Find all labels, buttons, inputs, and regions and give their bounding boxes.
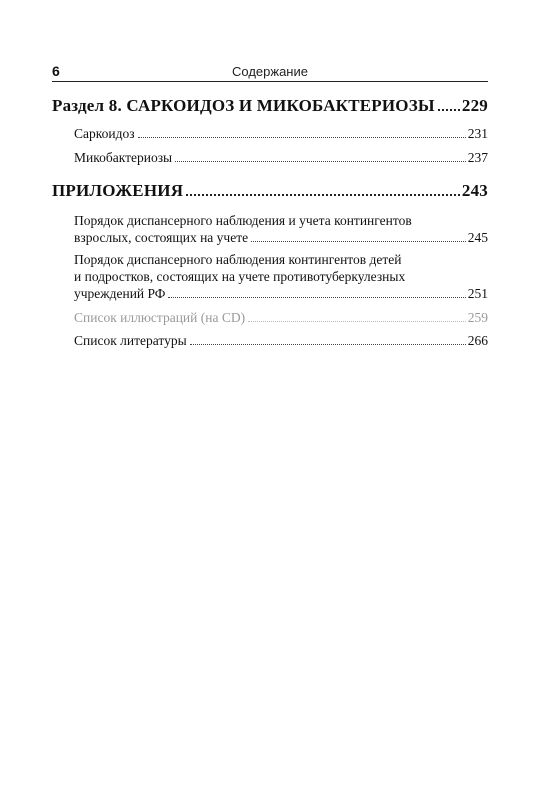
toc-entry-page: 229 xyxy=(461,96,488,115)
toc-entry-appendices xyxy=(52,181,488,201)
toc-entry-title-line: и подростков, состоящих на учете противотуберкулезных xyxy=(74,269,406,284)
page-number: 6 xyxy=(52,63,60,79)
toc-entry-title-line: взрослых, состоящих на учете xyxy=(74,230,249,245)
toc-entry-title: ПРИЛОЖЕНИЯ xyxy=(52,181,184,200)
dot-leader xyxy=(168,297,465,298)
dot-leader xyxy=(248,321,466,322)
dot-leader xyxy=(186,194,460,196)
running-title: Содержание xyxy=(232,64,308,79)
toc-entry-page: 237 xyxy=(467,150,488,165)
page-header xyxy=(52,63,488,82)
toc-entry-adults-observation xyxy=(74,212,488,246)
toc-entry-sarcoidosis xyxy=(74,126,488,142)
toc-entry-page: 259 xyxy=(467,310,488,325)
dot-leader xyxy=(438,109,460,111)
toc-entry-page: 243 xyxy=(461,181,488,200)
toc-entry-title-line: Порядок диспансерного наблюдения контингентов детей xyxy=(74,252,402,267)
toc-entry-section-8 xyxy=(52,96,488,116)
dot-leader xyxy=(190,344,466,345)
toc-entry-title-line: учреждений РФ xyxy=(74,286,166,301)
dot-leader xyxy=(138,137,466,138)
toc-entry-title: Саркоидоз xyxy=(74,126,135,141)
toc-entry-mycobacterioses xyxy=(74,150,488,166)
toc-entry-children-observation xyxy=(74,251,488,302)
dot-leader xyxy=(251,241,466,242)
toc-entry-title: Список иллюстраций (на CD) xyxy=(74,310,246,325)
toc-entry-title: Микобактериозы xyxy=(74,150,173,165)
toc-entry-title: Список литературы xyxy=(74,333,187,348)
toc-entry-illustrations xyxy=(74,310,488,326)
dot-leader xyxy=(175,161,466,162)
toc-entry-title-line: Порядок диспансерного наблюдения и учета контингентов xyxy=(74,213,412,228)
toc-entry-title: Раздел 8. САРКОИДОЗ И МИКОБАКТЕРИОЗЫ xyxy=(52,96,435,115)
toc-entry-references xyxy=(74,333,488,349)
toc-entry-page: 245 xyxy=(467,230,488,245)
toc-entry-page: 251 xyxy=(467,286,488,301)
toc-entry-page: 231 xyxy=(467,126,488,141)
toc-entry-page: 266 xyxy=(467,333,488,348)
